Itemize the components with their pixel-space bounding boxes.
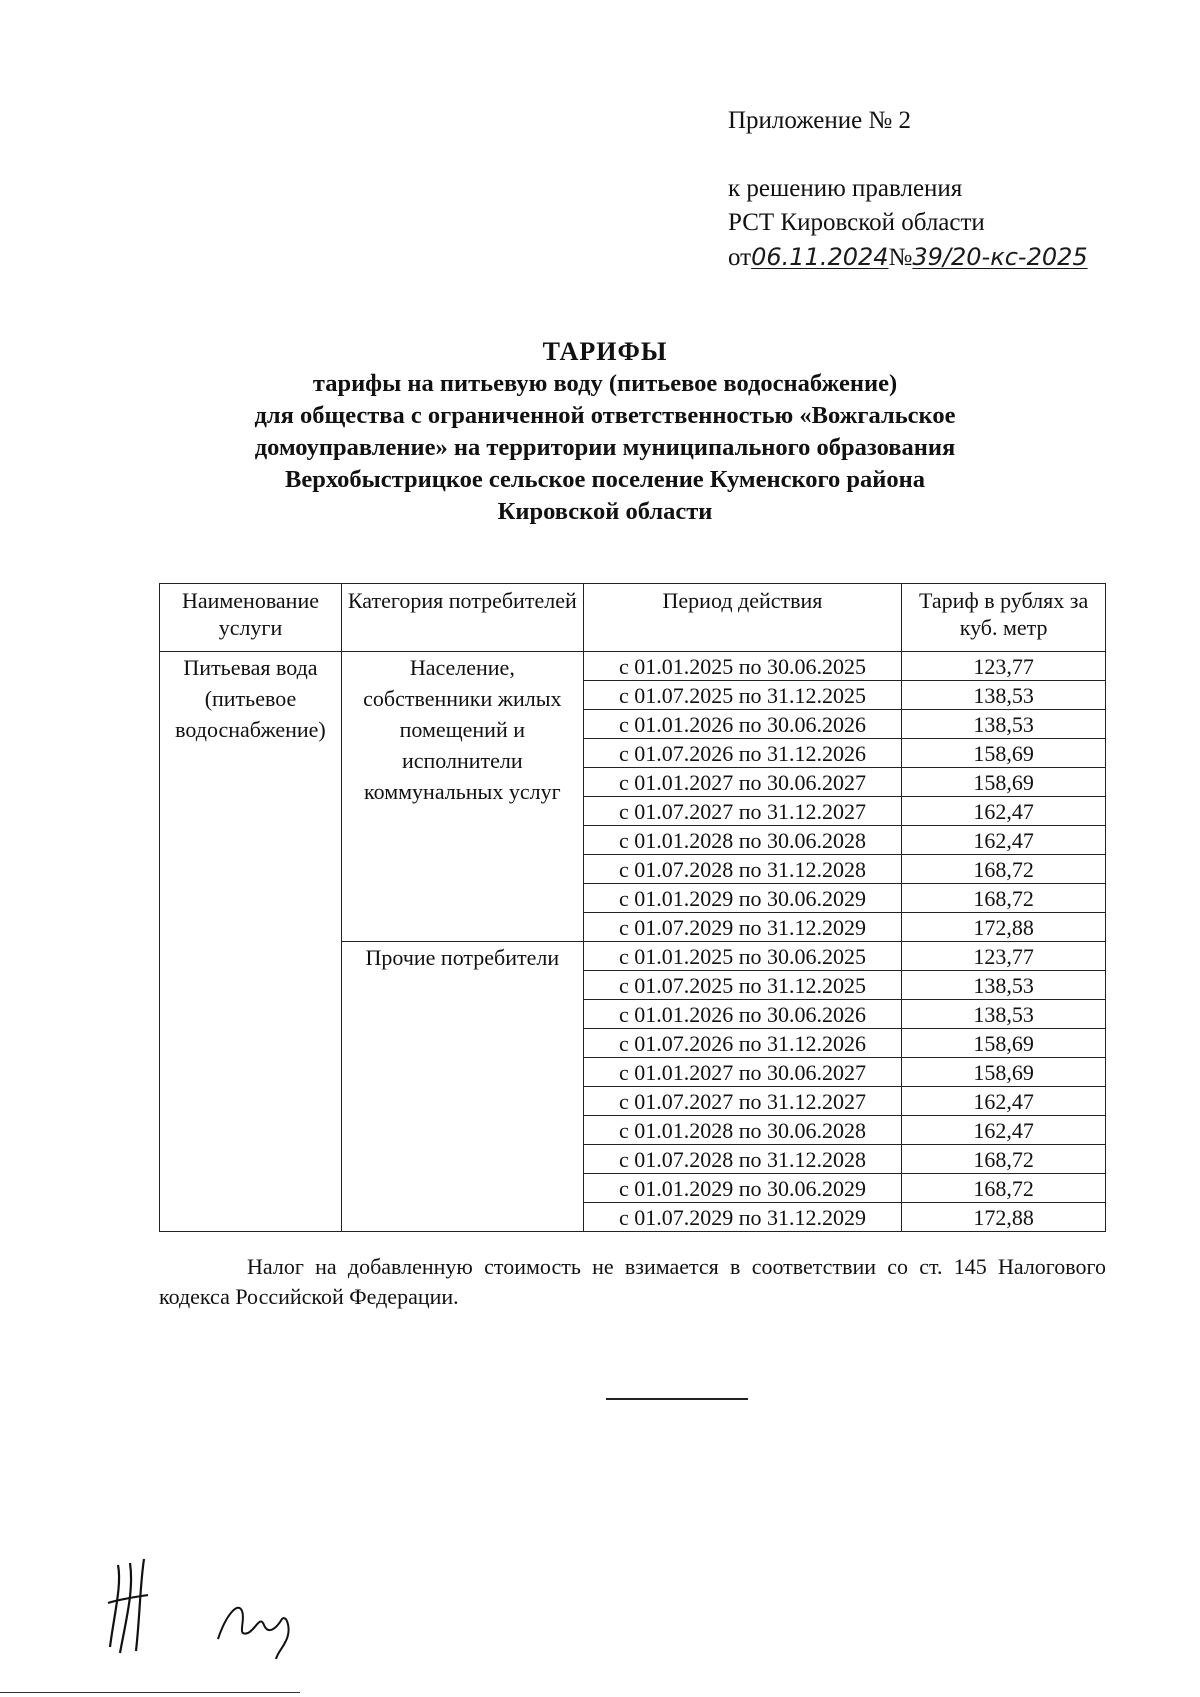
decision-date: 06.11.2024 — [751, 243, 889, 271]
tariff-cell: 162,47 — [902, 826, 1106, 855]
period-cell: с 01.01.2028 по 30.06.2028 — [583, 826, 902, 855]
signature-icon — [100, 1555, 320, 1665]
tariff-cell: 158,69 — [902, 739, 1106, 768]
category-cell: Население, собственники жилых помещений и исполнители коммунальных услуг — [341, 652, 583, 942]
period-cell: с 01.07.2027 по 31.12.2027 — [583, 1087, 902, 1116]
tariff-cell: 168,72 — [902, 1174, 1106, 1203]
header-service: Наименование услуги — [160, 584, 342, 652]
table-row — [160, 652, 1106, 681]
header-period: Период действия — [583, 584, 902, 652]
handwritten-signature — [100, 1555, 320, 1670]
period-cell: с 01.01.2029 по 30.06.2029 — [583, 884, 902, 913]
period-cell: с 01.01.2026 по 30.06.2026 — [583, 710, 902, 739]
tariff-cell: 162,47 — [902, 1116, 1106, 1145]
appendix-from-prefix: от — [728, 244, 752, 271]
tariff-cell: 158,69 — [902, 1029, 1106, 1058]
tariff-cell: 168,72 — [902, 855, 1106, 884]
period-cell: с 01.01.2026 по 30.06.2026 — [583, 1000, 902, 1029]
vat-footnote — [159, 1252, 1106, 1312]
tariff-cell: 138,53 — [902, 1000, 1106, 1029]
tariff-cell: 172,88 — [902, 913, 1106, 942]
tariff-cell: 138,53 — [902, 681, 1106, 710]
tariff-cell: 123,77 — [902, 942, 1106, 971]
title-line-5: Кировской области — [497, 498, 713, 525]
bottom-rule — [0, 1692, 300, 1693]
tariff-cell: 168,72 — [902, 1145, 1106, 1174]
tariff-cell: 138,53 — [902, 971, 1106, 1000]
main-title: ТАРИФЫ — [542, 337, 668, 366]
service-name-cell: Питьевая вода (питьевое водоснабжение) — [160, 652, 342, 1232]
title-line-2: для общества с ограниченной ответственностью «Вожгальское — [254, 402, 956, 429]
period-cell: с 01.07.2025 по 31.12.2025 — [583, 681, 902, 710]
title-line-4: Верхобыстрицкое сельское поселение Куменского района — [284, 466, 925, 493]
tariff-cell: 162,47 — [902, 1087, 1106, 1116]
tariff-cell: 168,72 — [902, 884, 1106, 913]
appendix-date-line — [728, 240, 1088, 275]
tariff-cell: 158,69 — [902, 1058, 1106, 1087]
table-header-row — [160, 584, 1106, 652]
tariff-cell: 123,77 — [902, 652, 1106, 681]
period-cell: с 01.07.2026 по 31.12.2026 — [583, 739, 902, 768]
header-tariff: Тариф в рублях за куб. метр — [902, 584, 1106, 652]
title-line-1: тарифы на питьевую воду (питьевое водоснабжение) — [312, 370, 898, 397]
period-cell: с 01.07.2028 по 31.12.2028 — [583, 855, 902, 884]
period-cell: с 01.07.2025 по 31.12.2025 — [583, 971, 902, 1000]
number-sign: № — [888, 244, 913, 271]
category-cell: Прочие потребители — [341, 942, 583, 1232]
period-cell: с 01.07.2027 по 31.12.2027 — [583, 797, 902, 826]
vat-footnote-text: Налог на добавленную стоимость не взимается в соответствии со ст. 145 Налогового кодекса Российской Федерации. — [159, 1254, 1106, 1309]
appendix-to-decision: к решению правления — [728, 175, 963, 202]
period-cell: с 01.01.2028 по 30.06.2028 — [583, 1116, 902, 1145]
period-cell: с 01.01.2025 по 30.06.2025 — [583, 942, 902, 971]
period-cell: с 01.07.2026 по 31.12.2026 — [583, 1029, 902, 1058]
tariff-cell: 138,53 — [902, 710, 1106, 739]
period-cell: с 01.01.2027 по 30.06.2027 — [583, 768, 902, 797]
tariff-cell: 172,88 — [902, 1203, 1106, 1232]
appendix-organization: РСТ Кировской области — [728, 209, 985, 236]
tariff-cell: 162,47 — [902, 797, 1106, 826]
appendix-number: Приложение № 2 — [728, 107, 912, 134]
tariff-cell: 158,69 — [902, 768, 1106, 797]
title-line-3: домоуправление» на территории муниципального образования — [254, 434, 956, 461]
decision-number: 39/20-кс-2025 — [912, 243, 1088, 271]
header-category: Категория потребителей — [341, 584, 583, 652]
document-title — [150, 336, 1060, 528]
tariff-table-body — [160, 652, 1106, 1232]
period-cell: с 01.07.2028 по 31.12.2028 — [583, 1145, 902, 1174]
tariff-table — [159, 583, 1106, 1232]
period-cell: с 01.01.2029 по 30.06.2029 — [583, 1174, 902, 1203]
period-cell: с 01.01.2027 по 30.06.2027 — [583, 1058, 902, 1087]
appendix-header — [728, 104, 1088, 275]
period-cell: с 01.07.2029 по 31.12.2029 — [583, 913, 902, 942]
end-divider — [606, 1398, 748, 1400]
period-cell: с 01.01.2025 по 30.06.2025 — [583, 652, 902, 681]
period-cell: с 01.07.2029 по 31.12.2029 — [583, 1203, 902, 1232]
